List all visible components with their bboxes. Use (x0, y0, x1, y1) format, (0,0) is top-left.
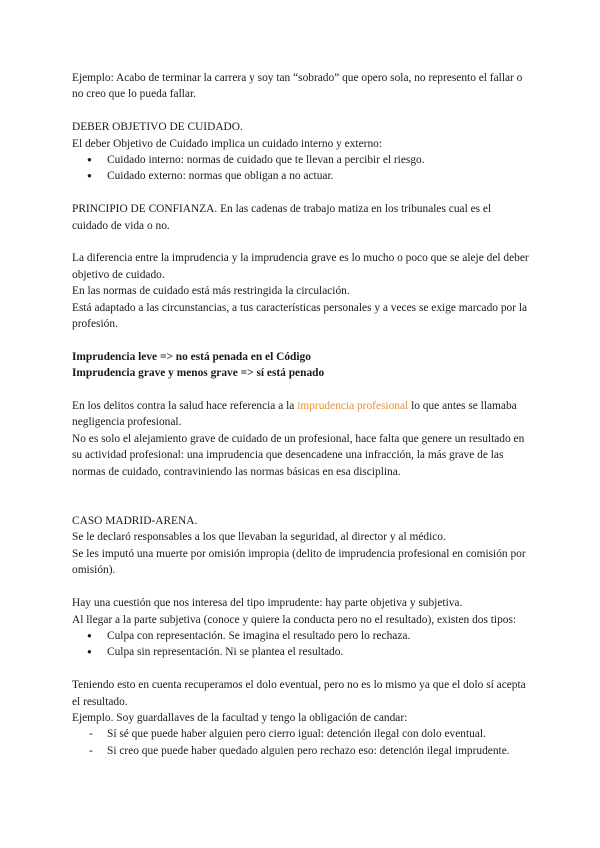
ejemplo-guardallaves: Ejemplo. Soy guardallaves de la facultad y tengo la obligación de candar: (72, 711, 408, 724)
culpa-list (72, 628, 530, 661)
subjetiva-paragraph: Al llegar a la parte subjetiva (conoce y quiere la conducta pero no el resultado), existen dos tipos: (72, 613, 517, 626)
bold-imprudencia-leve: Imprudencia leve => no está penada en el Código (72, 350, 311, 363)
list-item: ● Culpa sin representación. Ni se plantea el resultado. (72, 644, 530, 660)
list-item: ● Cuidado interno: normas de cuidado que te llevan a percibir el riesgo. (72, 152, 530, 168)
principio-confianza: PRINCIPIO DE CONFIANZA. En las cadenas de trabajo matiza en los tribunales cual es el cuidado de vida o no. (72, 203, 492, 232)
imprudencia-profesional-highlight: imprudencia profesional (297, 400, 409, 413)
list-item: - Si creo que puede haber quedado alguien pero rechazo eso: detención ilegal imprudente. (72, 743, 530, 759)
salud-pre: En los delitos contra la salud hace referencia a la (72, 400, 298, 413)
list-item: ● Cuidado externo: normas que obligan a no actuar. (72, 168, 530, 184)
heading-caso-madrid-arena: CASO MADRID-ARENA. (72, 515, 198, 528)
adaptado-paragraph: Está adaptado a las circunstancias, a tus características personales y a veces se exige marcado por la profesión. (72, 301, 528, 331)
diferencia-paragraph: La diferencia entre la imprudencia y la imprudencia grave es lo mucho o poco que se aleje del deber objetivo de cuidado. (72, 252, 529, 281)
alejamiento-paragraph: No es solo el alejamiento grave de cuidado de un profesional, hace falta que genere un resultado en su actividad profesional: una imprudencia que desencadene una infracción, la más grave de las normas de cuidado, contraviniendo las normas básicas en esa disciplina. (72, 432, 525, 478)
ejemplo-list (72, 726, 530, 759)
cuestion-paragraph: Hay una cuestión que nos interesa del tipo imprudente: hay parte objetiva y subjetiva. (72, 597, 463, 610)
caso-imputacion: Se les imputó una muerte por omisión impropia (delito de imprudencia profesional en comisión por omisión). (72, 547, 526, 577)
list-item: - Sí sé que puede haber alguien pero cierro igual: detención ilegal con dolo eventual. (72, 726, 530, 742)
caso-responsables: Se le declaró responsables a los que llevaban la seguridad, al director y al médico. (72, 531, 446, 544)
heading-deber-objetivo: DEBER OBJETIVO DE CUIDADO. (72, 121, 243, 134)
list-item: ● Culpa con representación. Se imagina el resultado pero lo rechaza. (72, 628, 530, 644)
salud-paragraph (72, 398, 530, 431)
dolo-eventual-paragraph: Teniendo esto en cuenta recuperamos el dolo eventual, pero no es lo mismo ya que el dolo sí acepta el resultado. (72, 679, 526, 708)
bold-imprudencia-grave: Imprudencia grave y menos grave => sí está penado (72, 367, 325, 380)
example-paragraph: Ejemplo: Acabo de terminar la carrera y soy tan “sobrado” que opero sola, no represento el fallar o no creo que lo pueda fallar. (72, 72, 523, 101)
deber-list (72, 152, 530, 185)
salud-post: lo que antes se llamaba negligencia profesional. (72, 400, 517, 429)
deber-intro: El deber Objetivo de Cuidado implica un cuidado interno y externo: (72, 137, 382, 150)
normas-paragraph: En las normas de cuidado está más restringida la circulación. (72, 285, 350, 298)
